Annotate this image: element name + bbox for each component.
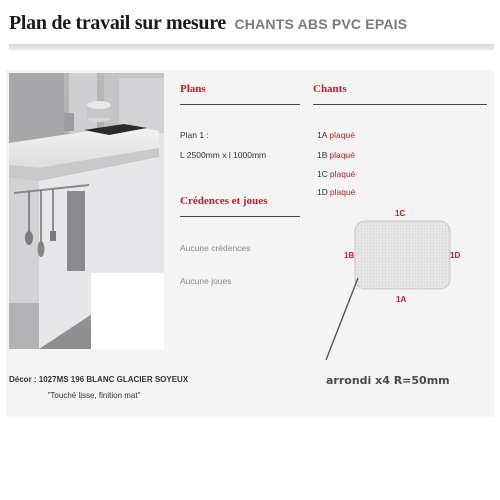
edge-finish: plaqué (329, 130, 355, 140)
edge-finish: plaqué (329, 150, 355, 160)
edge-label-top: 1C (395, 209, 406, 218)
plan-dimensions: L 2500mm x l 1000mm (180, 150, 267, 160)
page-title: Plan de travail sur mesure (9, 12, 227, 34)
worktop-diagram (315, 200, 495, 375)
page-subtitle: CHANTS ABS PVC EPAIS (234, 16, 408, 32)
section-heading-plans: Plans (180, 83, 206, 95)
corner-radius-note: arrondi x4 R=50mm (326, 374, 450, 387)
corner-leader-line (326, 278, 358, 360)
edge-label-bottom: 1A (396, 295, 407, 304)
edge-label-right: 1D (450, 251, 461, 260)
chants-divider (313, 104, 487, 105)
header-divider (9, 44, 494, 50)
edge-finish: plaqué (329, 169, 356, 179)
worktop-shape (315, 200, 495, 375)
section-heading-chants: Chants (313, 83, 347, 95)
edge-label-left: 1B (344, 251, 355, 260)
section-heading-credences: Crédences et joues (180, 195, 268, 207)
edge-item-1c (317, 169, 355, 179)
page-header (9, 12, 494, 35)
edge-item-1b (317, 150, 355, 160)
credences-divider (180, 216, 300, 217)
plan-label: Plan 1 : (180, 130, 209, 140)
edge-item-1a (317, 130, 355, 140)
worktop-rectangle (355, 221, 450, 289)
edge-item-1d (317, 187, 355, 197)
joues-value: Aucune joues (180, 276, 232, 286)
credences-value: Aucune crédences (180, 243, 251, 253)
edge-code: 1C (317, 169, 328, 179)
photo-missing-area (91, 273, 164, 349)
edge-code: 1A (317, 130, 328, 140)
finish-caption: "Touché lisse, finition mat" (47, 391, 141, 400)
edge-code: 1B (317, 150, 328, 160)
plans-divider (180, 104, 300, 105)
edge-code: 1D (317, 187, 328, 197)
edge-finish: plaqué (329, 187, 356, 197)
decor-caption: Décor : 1027MS 196 BLANC GLACIER SOYEUX (9, 375, 189, 384)
kitchen-photo (9, 73, 164, 349)
